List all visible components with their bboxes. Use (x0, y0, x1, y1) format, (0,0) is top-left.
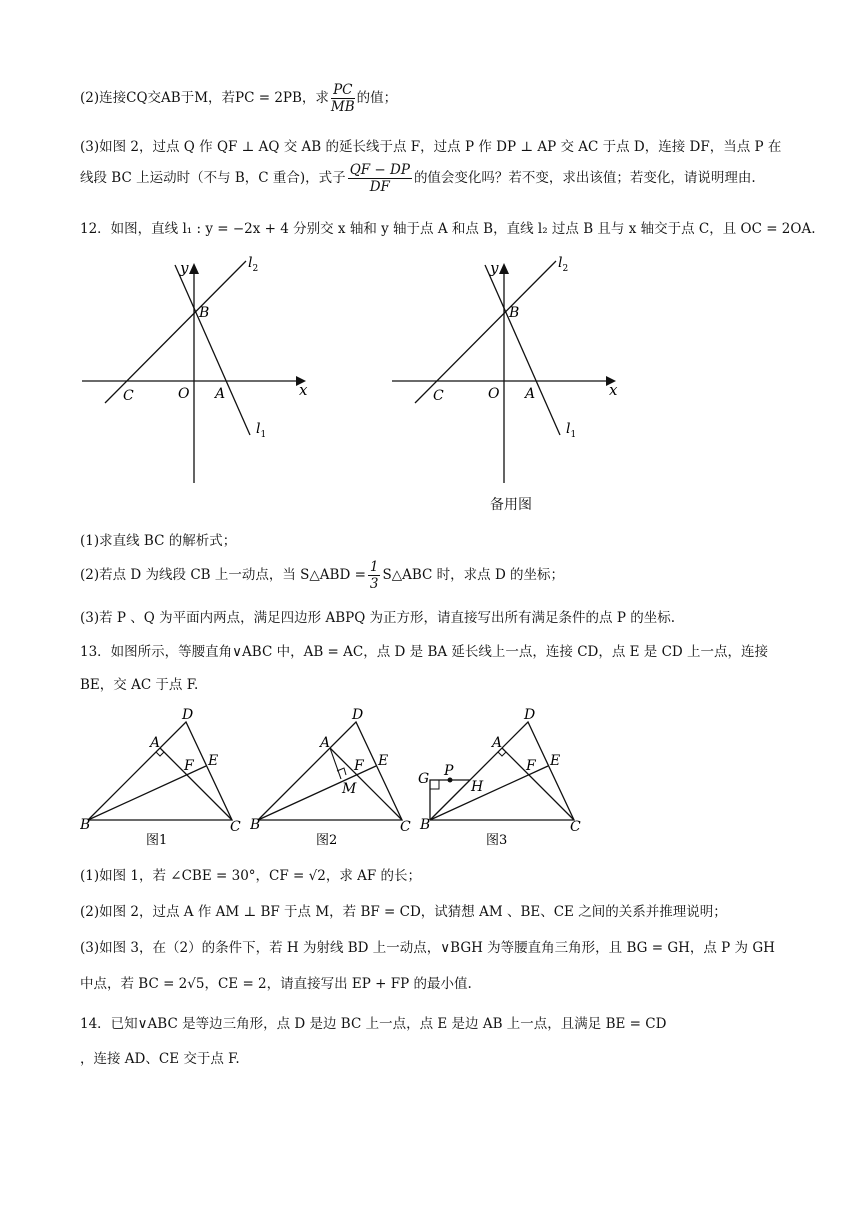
svg-text:B: B (250, 817, 261, 833)
fraction (368, 559, 381, 592)
text-line (80, 82, 397, 115)
label-y: y (490, 259, 499, 277)
text-segment: (2)若点 D 为线段 CB 上一动点，当 S△ABD = (80, 567, 366, 583)
fraction-numerator: QF − DP (349, 162, 410, 178)
label-l2: $l_2$ (558, 255, 569, 274)
line-l1 (175, 265, 250, 435)
triangle-figure-3 (414, 705, 589, 850)
fraction-denominator: MB (330, 99, 355, 115)
label-x: x (609, 381, 618, 399)
text-line: (1)求直线 BC 的解析式； (80, 533, 237, 549)
label-l2: $l_2$ (248, 255, 259, 274)
text-line: 12．如图，直线 l₁ : y = −2x + 4 分别交 x 轴和 y 轴于点 A 和点 B，直线 l₂ 过点 B 且与 x 轴交于点 C，且 OC = 2OA. (80, 221, 816, 237)
label-A: A (215, 386, 226, 402)
text-line: (3)如图 2，过点 Q 作 QF ⊥ AQ 交 AB 的延长线于点 F，过点 P 作 DP ⊥ AP 交 AC 于点 D，连接 DF，当点 P 在 (80, 139, 782, 155)
text-segment: 线段 BC 上运动时（不与 B，C 重合)，式子 (80, 170, 346, 186)
figure-caption-2: 图2 (316, 833, 338, 848)
svg-text:D: D (352, 707, 364, 723)
label-y: y (180, 259, 189, 277)
svg-text:C: C (400, 819, 411, 835)
figure-caption-3: 图3 (486, 833, 508, 848)
label-O: O (488, 386, 500, 402)
svg-text:M: M (342, 781, 357, 797)
svg-text:G: G (418, 771, 430, 787)
label-C: C (123, 388, 134, 404)
text-line: ，连接 AD、CE 交于点 F. (80, 1051, 240, 1067)
svg-text:D: D (182, 707, 194, 723)
line-l2 (415, 261, 556, 403)
fraction-numerator: PC (331, 82, 355, 99)
label-B: B (199, 305, 210, 321)
line-l2 (105, 261, 246, 403)
text-line: (1)如图 1，若 ∠CBE = 30°，CF = √2，求 AF 的长； (80, 868, 422, 884)
fraction-denominator: DF (369, 179, 390, 195)
text-segment: 的值； (356, 90, 398, 106)
svg-text:A: A (492, 735, 503, 751)
coordinate-graph-2 (388, 255, 628, 490)
svg-text:F: F (354, 758, 364, 774)
line-l1 (485, 265, 560, 435)
label-l1: $l_1$ (566, 421, 577, 440)
text-line: 14．已知∨ABC 是等边三角形，点 D 是边 BC 上一点，点 E 是边 AB 上一点，且满足 BE = CD (80, 1016, 667, 1032)
text-line: 中点，若 BC = 2√5，CE = 2，请直接写出 EP + FP 的最小值. (80, 976, 472, 992)
text-line: 13．如图所示，等腰直角∨ABC 中，AB = AC，点 D 是 BA 延长线上一点，连接 CD，点 E 是 CD 上一点，连接 (80, 644, 769, 660)
figure-caption-1: 图1 (146, 833, 168, 848)
text-line: BE，交 AC 于点 F. (80, 677, 199, 693)
triangle-figure-1 (80, 705, 250, 850)
svg-text:C: C (230, 819, 241, 835)
label-l1: $l_1$ (256, 421, 267, 440)
svg-text:A: A (150, 735, 161, 751)
svg-text:E: E (550, 753, 561, 769)
fraction (331, 82, 355, 115)
text-line: (2)如图 2，过点 A 作 AM ⊥ BF 于点 M，若 BF = CD，试猜想 AM 、BE、CE 之间的关系并推理说明； (80, 904, 727, 920)
coordinate-graph-1 (78, 255, 318, 490)
text-line: (3)如图 3，在（2）的条件下，若 H 为射线 BD 上一动点，∨BGH 为等腰直角三角形，且 BG = GH，点 P 为 GH (80, 940, 775, 956)
svg-text:E: E (378, 753, 389, 769)
label-B: B (509, 305, 520, 321)
y-axis-arrow (499, 263, 509, 274)
y-axis-arrow (189, 263, 199, 274)
text-segment: 的值会变化吗？若不变，求出该值；若变化，请说明理由. (413, 170, 756, 186)
text-segment: (2)连接CQ交AB于M，若PC = 2PB，求 (80, 90, 329, 106)
text-segment: S△ABC 时，求点 D 的坐标； (382, 567, 565, 583)
svg-text:B: B (420, 817, 431, 833)
svg-text:F: F (526, 758, 536, 774)
text-line: (3)若 P 、Q 为平面内两点，满足四边形 ABPQ 为正方形，请直接写出所有满足条件的点 P 的坐标. (80, 610, 676, 626)
fraction (348, 162, 412, 195)
svg-text:B: B (80, 817, 91, 833)
text-line (80, 162, 756, 195)
triangle-figure-2 (250, 705, 420, 850)
svg-text:E: E (208, 753, 219, 769)
text-line (80, 559, 564, 592)
label-C: C (433, 388, 444, 404)
svg-text:A: A (320, 735, 331, 751)
fraction-denominator: 3 (369, 576, 379, 592)
backup-figure-caption: 备用图 (490, 497, 532, 513)
svg-text:H: H (471, 779, 484, 795)
svg-text:P: P (444, 763, 454, 779)
svg-text:C: C (570, 819, 581, 835)
label-A: A (525, 386, 536, 402)
label-x: x (299, 381, 308, 399)
svg-text:F: F (184, 758, 194, 774)
fraction-numerator: 1 (369, 559, 379, 575)
label-O: O (178, 386, 190, 402)
svg-text:D: D (524, 707, 536, 723)
